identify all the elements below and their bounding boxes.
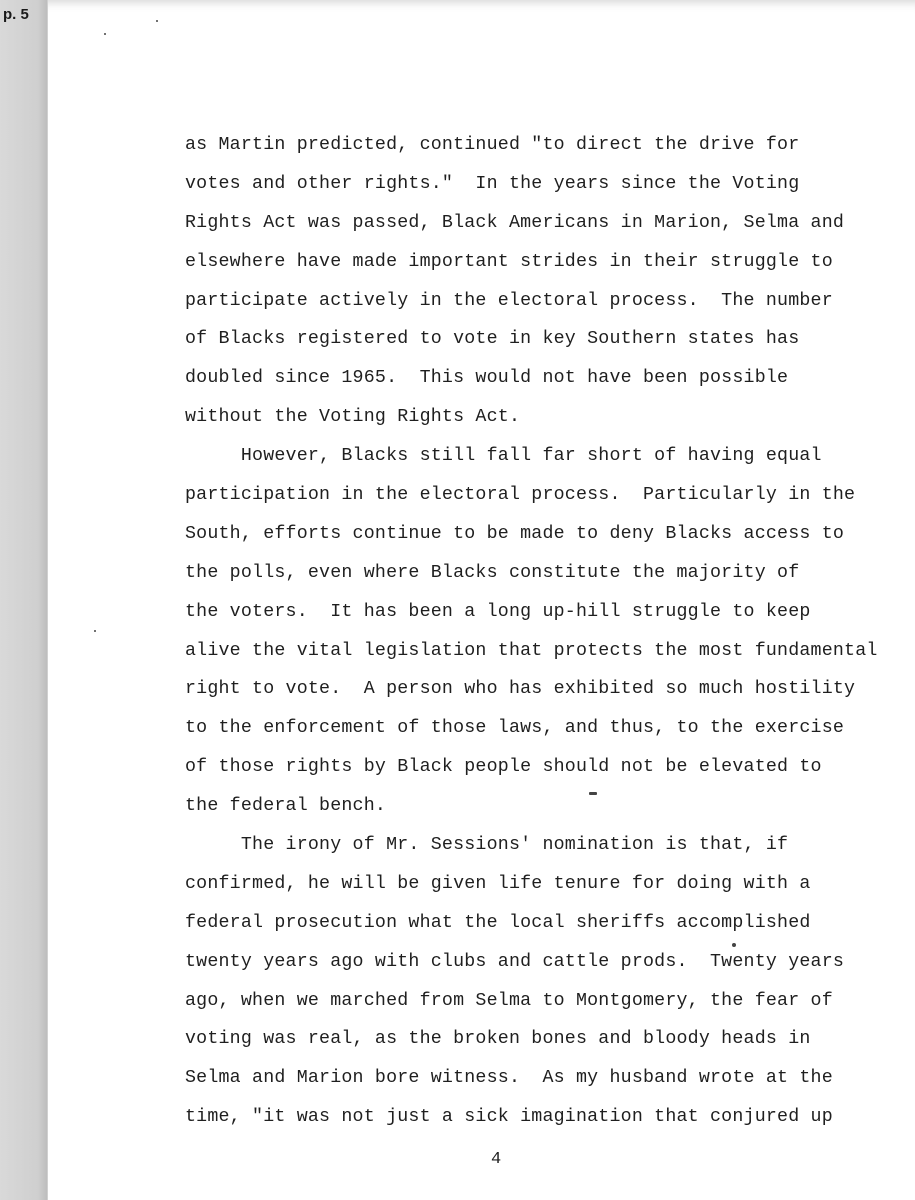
- text-line: of those rights by Black people should not be elevated to: [185, 757, 822, 778]
- text-line: Selma and Marion bore witness. As my husband wrote at the: [185, 1068, 833, 1089]
- text-line: the polls, even where Blacks constitute the majority of: [185, 562, 800, 583]
- text-line: twenty years ago with clubs and cattle prods. Twenty years: [185, 951, 845, 972]
- document-page[interactable]: [48, 0, 915, 1200]
- scan-speck: [104, 33, 106, 35]
- text-line: participate actively in the electoral process. The number: [185, 290, 833, 311]
- text-line: participation in the electoral process. Particularly in the: [185, 485, 856, 506]
- text-line: elsewhere have made important strides in their struggle to: [185, 251, 833, 272]
- text-line: votes and other rights." In the years since the Voting: [185, 173, 800, 194]
- text-line: the voters. It has been a long up-hill struggle to keep: [185, 601, 811, 622]
- body-text: [185, 126, 885, 1137]
- text-line: South, efforts continue to be made to deny Blacks access to: [185, 523, 845, 544]
- text-line: doubled since 1965. This would not have been possible: [185, 368, 789, 389]
- page-label: p. 5: [3, 6, 29, 23]
- text-line: the federal bench.: [185, 796, 387, 817]
- text-line: confirmed, he will be given life tenure for doing with a: [185, 873, 811, 894]
- text-line: alive the vital legislation that protects the most fundamental: [185, 640, 878, 661]
- text-line: federal prosecution what the local sheriffs accomplished: [185, 912, 811, 933]
- text-line: However, Blacks still fall far short of having equal: [185, 446, 822, 467]
- text-line: to the enforcement of those laws, and thus, to the exercise: [185, 718, 845, 739]
- text-line: right to vote. A person who has exhibited so much hostility: [185, 679, 856, 700]
- text-line: Rights Act was passed, Black Americans in Marion, Selma and: [185, 212, 845, 233]
- text-line: The irony of Mr. Sessions' nomination is that, if: [185, 835, 789, 856]
- text-line: voting was real, as the broken bones and bloody heads in: [185, 1029, 811, 1050]
- text-line: ago, when we marched from Selma to Montgomery, the fear of: [185, 990, 833, 1011]
- text-line: as Martin predicted, continued "to direct the drive for: [185, 135, 800, 155]
- page-number: 4: [491, 1150, 502, 1169]
- text-line: of Blacks registered to vote in key Southern states has: [185, 329, 800, 350]
- left-gutter: [0, 0, 47, 1200]
- scan-speck: [156, 20, 158, 22]
- text-line: without the Voting Rights Act.: [185, 407, 521, 428]
- scan-speck: [94, 630, 96, 632]
- text-line: time, "it was not just a sick imagination that conjured up: [185, 1107, 833, 1128]
